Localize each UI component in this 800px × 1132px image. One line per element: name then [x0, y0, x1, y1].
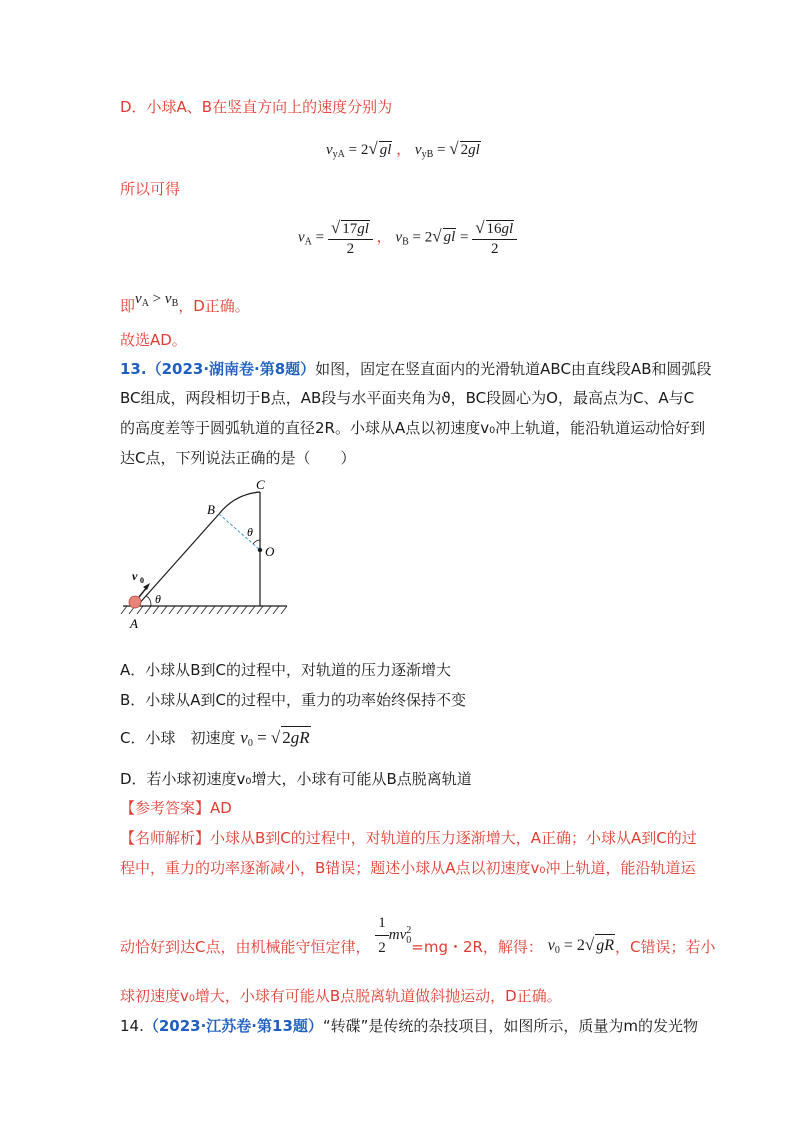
analysis-line3: 动恰好到达C点，由机械能守恒定律， $\frac{1}{2}$ mv 2 0 =mg・2R，解得： $v_0 = 2√$ gR，C错误；若小 — [120, 912, 715, 962]
analysis-line1: 【名师解析】小球从B到C的过程中，对轨道的压力逐渐增大，A正确；小球从A到C的过 — [120, 829, 697, 847]
equation-vertical-velocities: $v_{yA} = 2√$ gl ， $v_{yB}$ = √ 2gl — [326, 139, 480, 160]
angle-arc-o — [253, 540, 260, 544]
option-d: D．若小球初速度v₀增大，小球有可能从B点脱离轨道 — [120, 770, 472, 788]
q13-line1: 13.（2023·湖南卷·第8题）如图，固定在竖直面内的光滑轨道ABC由直线段AB和圆弧段 — [120, 360, 712, 378]
svg-text:0: 0 — [140, 576, 144, 585]
option-a: A．小球从B到C的过程中，对轨道的压力逐渐增大 — [120, 661, 452, 679]
q14-line1: 14.（2023·江苏卷·第13题）“转碟”是传统的杂技项目，如图所示，质量为m的发光物 — [120, 1017, 699, 1035]
ball — [129, 596, 141, 608]
q13-source: （2023·湖南卷·第8题） — [146, 360, 316, 378]
angle-arc-a — [146, 596, 151, 606]
label-a: A — [130, 616, 138, 631]
answer: 【参考答案】AD — [120, 799, 232, 817]
q13-line4: 达C点，下列说法正确的是（ ） — [120, 449, 356, 467]
analysis-line4: 球初速度v₀增大，小球有可能从B点脱离轨道做斜抛运动，D正确。 — [120, 987, 562, 1005]
choice-line: 故选AD。 — [120, 331, 187, 349]
label-b: B — [207, 502, 215, 517]
track-ab — [137, 514, 219, 606]
conclusion-line: 即$v_A > v_B$，D正确。 — [120, 291, 250, 315]
option-b: B．小球从A到C的过程中，重力的功率始终保持不变 — [120, 691, 467, 709]
velocity-arrowhead — [143, 583, 150, 590]
ground-hatch — [121, 606, 287, 614]
q13-line2: BC组成，两段相切于B点，AB段与水平面夹角为ϑ，BC段圆心为O，最高点为C、A与C — [120, 389, 695, 407]
label-theta-top: θ — [247, 525, 253, 539]
track-bc-arc — [219, 492, 260, 514]
track-figure — [115, 478, 295, 638]
label-theta-bottom: θ — [155, 592, 161, 606]
q13-number: 13. — [120, 360, 147, 378]
label-v0: v — [132, 569, 138, 583]
option-d-line: D．小球A、B在竖直方向上的速度分别为 — [120, 98, 393, 116]
center-o-point — [258, 548, 262, 552]
q14-number: 14. — [120, 1017, 144, 1035]
radius-ob — [219, 514, 260, 550]
q14-source: （2023·江苏卷·第13题） — [143, 1017, 323, 1035]
label-c: C — [256, 478, 265, 492]
label-o: O — [265, 544, 275, 559]
option-c: C．小球 初速度 $v_0$ = √ 2gR — [120, 728, 310, 749]
equation-speeds: $v_A$ = $\frac{√ 17gl}{2}$ ， $v_B = 2√$ gl = $\frac{√ 16gl}{2}$ — [298, 218, 517, 258]
so-line: 所以可得 — [120, 180, 181, 198]
q13-line3: 的高度差等于圆弧轨道的直径2R。小球从A点以初速度v₀冲上轨道，能沿轨道运动恰好到 — [120, 419, 706, 437]
analysis-line2: 程中，重力的功率逐渐减小，B错误；题述小球从A点以初速度v₀冲上轨道，能沿轨道运 — [120, 859, 696, 877]
